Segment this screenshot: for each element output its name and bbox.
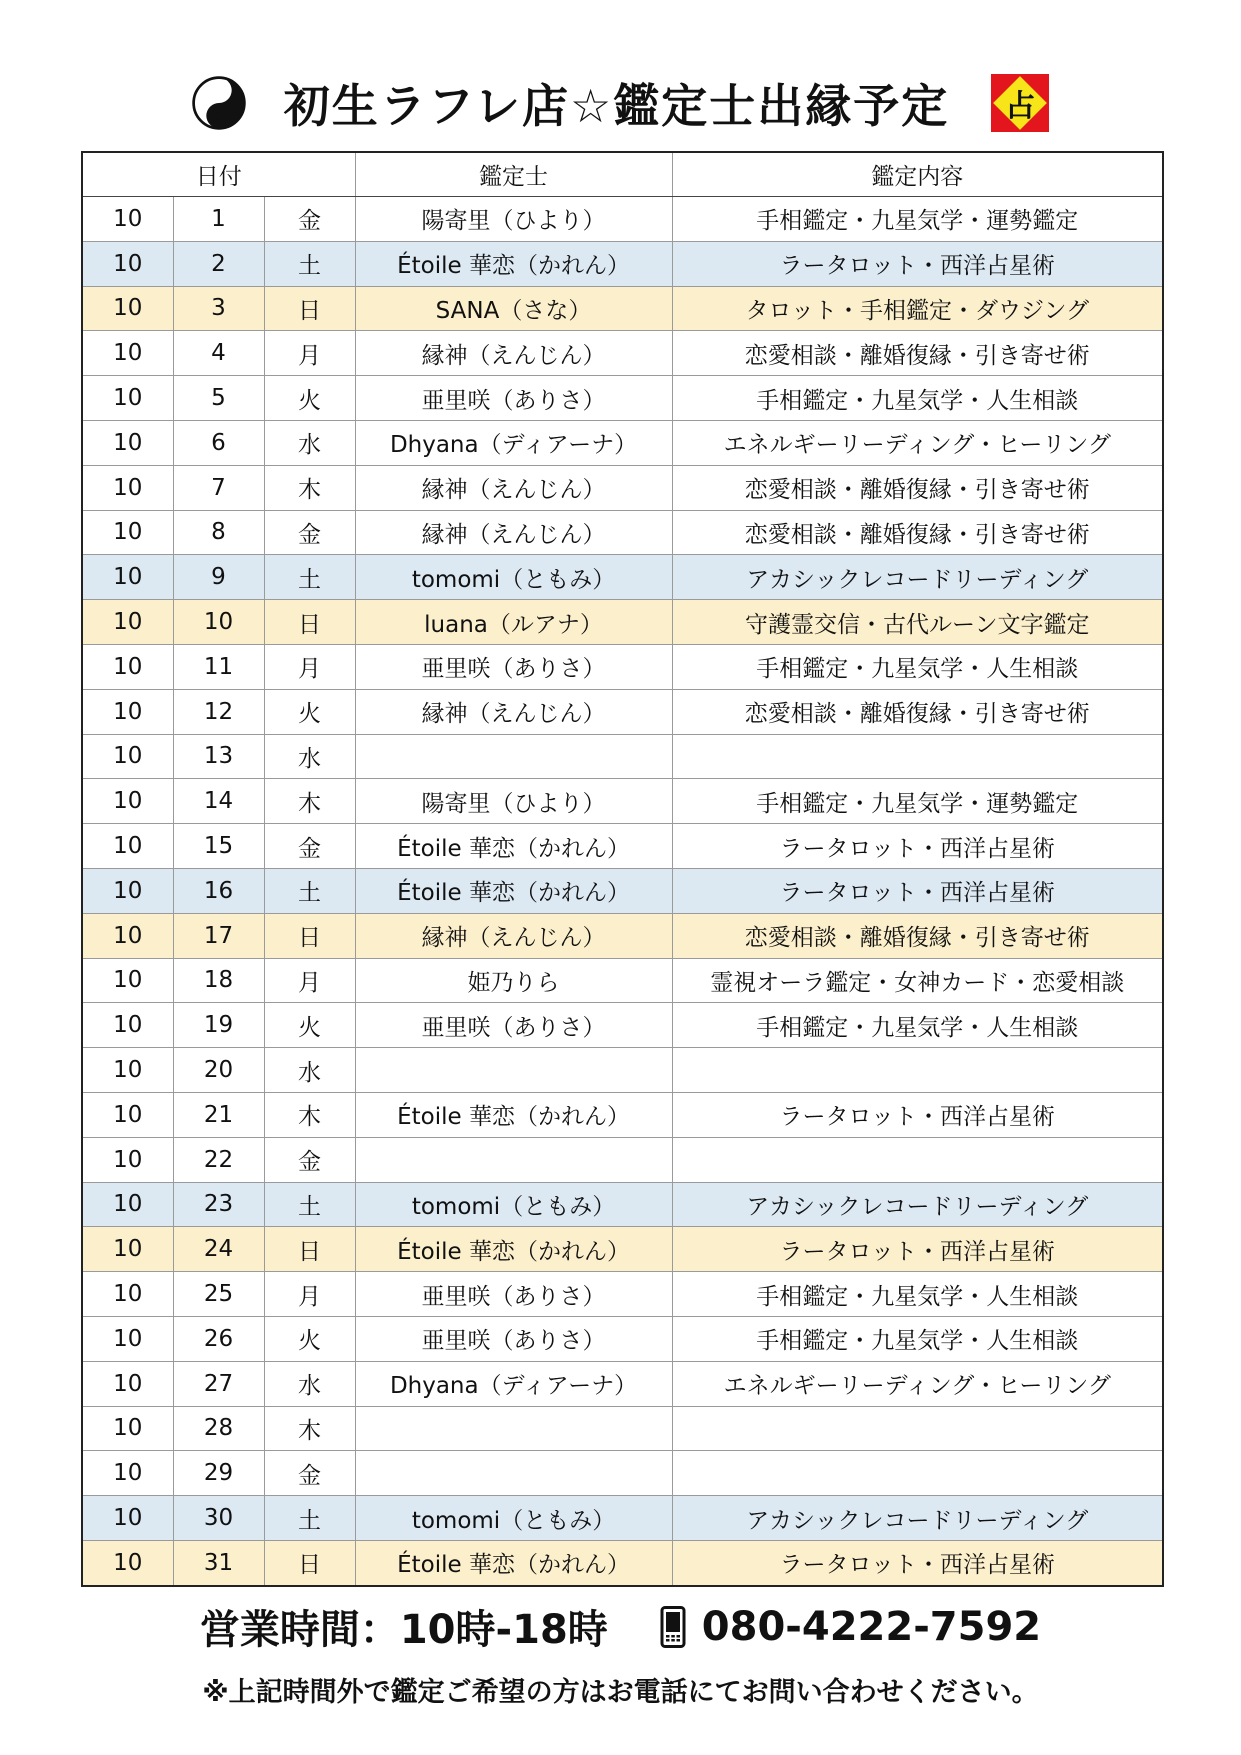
cell-reader: Étoile 華恋（かれん） bbox=[355, 1227, 672, 1272]
cell-content: ラータロット・西洋占星術 bbox=[672, 1227, 1163, 1272]
cell-reader: Dhyana（ディアーナ） bbox=[355, 1361, 672, 1406]
cell-content: ラータロット・西洋占星術 bbox=[672, 824, 1163, 869]
cell-weekday: 日 bbox=[264, 913, 355, 958]
yin-yang-icon bbox=[192, 76, 246, 130]
cell-day: 27 bbox=[173, 1361, 264, 1406]
fortune-badge-icon bbox=[991, 74, 1049, 132]
cell-weekday: 水 bbox=[264, 1361, 355, 1406]
cell-month: 10 bbox=[82, 555, 173, 600]
cell-day: 13 bbox=[173, 734, 264, 779]
table-row bbox=[82, 1272, 1163, 1317]
phone-number: 080-4222-7592 bbox=[701, 1603, 1042, 1650]
cell-weekday: 水 bbox=[264, 1048, 355, 1093]
cell-month: 10 bbox=[82, 913, 173, 958]
cell-reader bbox=[355, 1137, 672, 1182]
cell-weekday: 月 bbox=[264, 644, 355, 689]
cell-reader: 亜里咲（ありさ） bbox=[355, 1003, 672, 1048]
cell-weekday: 火 bbox=[264, 689, 355, 734]
cell-day: 31 bbox=[173, 1540, 264, 1585]
cell-content: 手相鑑定・九星気学・人生相談 bbox=[672, 1272, 1163, 1317]
cell-reader: Étoile 華恋（かれん） bbox=[355, 868, 672, 913]
cell-day: 22 bbox=[173, 1137, 264, 1182]
table-row bbox=[82, 1092, 1163, 1137]
cell-weekday: 月 bbox=[264, 331, 355, 376]
cell-day: 28 bbox=[173, 1406, 264, 1451]
cell-month: 10 bbox=[82, 1316, 173, 1361]
cell-day: 19 bbox=[173, 1003, 264, 1048]
table-row bbox=[82, 734, 1163, 779]
cell-content: 守護霊交信・古代ルーン文字鑑定 bbox=[672, 600, 1163, 645]
cell-weekday: 土 bbox=[264, 1182, 355, 1227]
cell-weekday: 日 bbox=[264, 600, 355, 645]
cell-content: エネルギーリーディング・ヒーリング bbox=[672, 420, 1163, 465]
cell-weekday: 金 bbox=[264, 1451, 355, 1496]
cell-reader: 縁神（えんじん） bbox=[355, 465, 672, 510]
cell-weekday: 火 bbox=[264, 1003, 355, 1048]
cell-day: 30 bbox=[173, 1496, 264, 1541]
cell-content: 手相鑑定・九星気学・人生相談 bbox=[672, 376, 1163, 421]
cell-day: 26 bbox=[173, 1316, 264, 1361]
cell-content bbox=[672, 734, 1163, 779]
cell-month: 10 bbox=[82, 1003, 173, 1048]
cell-day: 18 bbox=[173, 958, 264, 1003]
table-row bbox=[82, 1361, 1163, 1406]
table-row bbox=[82, 824, 1163, 869]
cell-day: 4 bbox=[173, 331, 264, 376]
cell-weekday: 金 bbox=[264, 824, 355, 869]
cell-month: 10 bbox=[82, 376, 173, 421]
cell-content: ラータロット・西洋占星術 bbox=[672, 868, 1163, 913]
cell-day: 1 bbox=[173, 197, 264, 242]
cell-month: 10 bbox=[82, 465, 173, 510]
cell-content: 手相鑑定・九星気学・人生相談 bbox=[672, 1316, 1163, 1361]
cell-day: 3 bbox=[173, 286, 264, 331]
cell-month: 10 bbox=[82, 1182, 173, 1227]
cell-reader: Étoile 華恋（かれん） bbox=[355, 1540, 672, 1585]
cell-content: ラータロット・西洋占星術 bbox=[672, 1540, 1163, 1585]
table-row bbox=[82, 600, 1163, 645]
cell-month: 10 bbox=[82, 1137, 173, 1182]
cell-weekday: 土 bbox=[264, 1496, 355, 1541]
cell-reader bbox=[355, 1048, 672, 1093]
cell-month: 10 bbox=[82, 734, 173, 779]
cell-reader: Dhyana（ディアーナ） bbox=[355, 420, 672, 465]
cell-reader: 縁神（えんじん） bbox=[355, 689, 672, 734]
table-row bbox=[82, 376, 1163, 421]
cell-content: 手相鑑定・九星気学・人生相談 bbox=[672, 1003, 1163, 1048]
cell-day: 2 bbox=[173, 241, 264, 286]
schedule-body bbox=[82, 197, 1163, 1586]
cell-month: 10 bbox=[82, 197, 173, 242]
cell-content: 恋愛相談・離婚復縁・引き寄せ術 bbox=[672, 510, 1163, 555]
table-row bbox=[82, 286, 1163, 331]
cell-month: 10 bbox=[82, 1406, 173, 1451]
table-row bbox=[82, 913, 1163, 958]
cell-reader: Étoile 華恋（かれん） bbox=[355, 824, 672, 869]
cell-month: 10 bbox=[82, 1496, 173, 1541]
cell-content: タロット・手相鑑定・ダウジング bbox=[672, 286, 1163, 331]
table-row bbox=[82, 1496, 1163, 1541]
cell-month: 10 bbox=[82, 868, 173, 913]
cell-day: 14 bbox=[173, 779, 264, 824]
table-row bbox=[82, 1182, 1163, 1227]
cell-weekday: 火 bbox=[264, 1316, 355, 1361]
cell-day: 24 bbox=[173, 1227, 264, 1272]
cell-day: 5 bbox=[173, 376, 264, 421]
cell-weekday: 金 bbox=[264, 510, 355, 555]
table-row bbox=[82, 1316, 1163, 1361]
cell-weekday: 木 bbox=[264, 1092, 355, 1137]
cell-month: 10 bbox=[82, 1227, 173, 1272]
header-date: 日付 bbox=[82, 152, 355, 197]
cell-day: 29 bbox=[173, 1451, 264, 1496]
cell-day: 12 bbox=[173, 689, 264, 734]
cell-month: 10 bbox=[82, 1272, 173, 1317]
cell-content: 手相鑑定・九星気学・人生相談 bbox=[672, 644, 1163, 689]
cell-weekday: 木 bbox=[264, 465, 355, 510]
cell-weekday: 金 bbox=[264, 1137, 355, 1182]
cell-month: 10 bbox=[82, 1048, 173, 1093]
cell-weekday: 日 bbox=[264, 286, 355, 331]
cell-content: 手相鑑定・九星気学・運勢鑑定 bbox=[672, 779, 1163, 824]
cell-reader: 亜里咲（ありさ） bbox=[355, 376, 672, 421]
cell-reader bbox=[355, 1451, 672, 1496]
cell-day: 20 bbox=[173, 1048, 264, 1093]
table-row bbox=[82, 197, 1163, 242]
cell-reader: Étoile 華恋（かれん） bbox=[355, 241, 672, 286]
cell-reader: luana（ルアナ） bbox=[355, 600, 672, 645]
cell-day: 25 bbox=[173, 1272, 264, 1317]
title-row bbox=[0, 58, 1241, 148]
cell-reader: Étoile 華恋（かれん） bbox=[355, 1092, 672, 1137]
cell-content: エネルギーリーディング・ヒーリング bbox=[672, 1361, 1163, 1406]
cell-content: 恋愛相談・離婚復縁・引き寄せ術 bbox=[672, 913, 1163, 958]
cell-reader: 姫乃りら bbox=[355, 958, 672, 1003]
cell-reader bbox=[355, 734, 672, 779]
cell-reader: 縁神（えんじん） bbox=[355, 510, 672, 555]
business-info bbox=[0, 1598, 1241, 1655]
table-row bbox=[82, 1048, 1163, 1093]
cell-reader: tomomi（ともみ） bbox=[355, 555, 672, 600]
cell-content: 恋愛相談・離婚復縁・引き寄せ術 bbox=[672, 689, 1163, 734]
cell-weekday: 土 bbox=[264, 241, 355, 286]
cell-month: 10 bbox=[82, 510, 173, 555]
cell-reader: tomomi（ともみ） bbox=[355, 1182, 672, 1227]
cell-day: 7 bbox=[173, 465, 264, 510]
page-title: 初生ラフレ店☆鑑定士出縁予定 bbox=[283, 79, 950, 133]
cell-reader: 陽寄里（ひより） bbox=[355, 197, 672, 242]
cell-content: アカシックレコードリーディング bbox=[672, 555, 1163, 600]
table-row bbox=[82, 555, 1163, 600]
cell-reader: 縁神（えんじん） bbox=[355, 913, 672, 958]
cell-day: 17 bbox=[173, 913, 264, 958]
cell-weekday: 日 bbox=[264, 1227, 355, 1272]
cell-month: 10 bbox=[82, 1092, 173, 1137]
cell-reader: 亜里咲（ありさ） bbox=[355, 1316, 672, 1361]
table-row bbox=[82, 241, 1163, 286]
cell-content: ラータロット・西洋占星術 bbox=[672, 1092, 1163, 1137]
cell-weekday: 水 bbox=[264, 420, 355, 465]
cell-month: 10 bbox=[82, 331, 173, 376]
cell-content: 霊視オーラ鑑定・女神カード・恋愛相談 bbox=[672, 958, 1163, 1003]
cell-day: 10 bbox=[173, 600, 264, 645]
cell-month: 10 bbox=[82, 1361, 173, 1406]
mobile-phone-icon bbox=[660, 1606, 686, 1648]
table-row bbox=[82, 1406, 1163, 1451]
cell-month: 10 bbox=[82, 286, 173, 331]
cell-month: 10 bbox=[82, 1451, 173, 1496]
cell-weekday: 月 bbox=[264, 958, 355, 1003]
cell-content bbox=[672, 1451, 1163, 1496]
schedule-table bbox=[81, 151, 1164, 1587]
cell-day: 9 bbox=[173, 555, 264, 600]
fortune-badge-char: 占 bbox=[1005, 89, 1036, 124]
cell-month: 10 bbox=[82, 600, 173, 645]
cell-content: アカシックレコードリーディング bbox=[672, 1182, 1163, 1227]
cell-day: 6 bbox=[173, 420, 264, 465]
cell-day: 15 bbox=[173, 824, 264, 869]
table-row bbox=[82, 689, 1163, 734]
cell-content bbox=[672, 1137, 1163, 1182]
cell-reader: 亜里咲（ありさ） bbox=[355, 644, 672, 689]
cell-day: 23 bbox=[173, 1182, 264, 1227]
table-row bbox=[82, 1003, 1163, 1048]
cell-content: 恋愛相談・離婚復縁・引き寄せ術 bbox=[672, 465, 1163, 510]
table-row bbox=[82, 958, 1163, 1003]
table-row bbox=[82, 1451, 1163, 1496]
cell-month: 10 bbox=[82, 779, 173, 824]
cell-weekday: 木 bbox=[264, 779, 355, 824]
cell-weekday: 水 bbox=[264, 734, 355, 779]
table-row bbox=[82, 1137, 1163, 1182]
table-header-row bbox=[82, 152, 1163, 197]
cell-weekday: 火 bbox=[264, 376, 355, 421]
cell-reader: SANA（さな） bbox=[355, 286, 672, 331]
footer-note: ※上記時間外で鑑定ご希望の方はお電話にてお問い合わせください。 bbox=[202, 1677, 1039, 1708]
table-row bbox=[82, 510, 1163, 555]
cell-month: 10 bbox=[82, 1540, 173, 1585]
table-row bbox=[82, 868, 1163, 913]
cell-day: 21 bbox=[173, 1092, 264, 1137]
cell-month: 10 bbox=[82, 958, 173, 1003]
cell-day: 8 bbox=[173, 510, 264, 555]
table-row bbox=[82, 331, 1163, 376]
table-row bbox=[82, 1227, 1163, 1272]
cell-reader: 亜里咲（ありさ） bbox=[355, 1272, 672, 1317]
cell-weekday: 木 bbox=[264, 1406, 355, 1451]
cell-weekday: 月 bbox=[264, 1272, 355, 1317]
cell-content: 手相鑑定・九星気学・運勢鑑定 bbox=[672, 197, 1163, 242]
cell-weekday: 土 bbox=[264, 555, 355, 600]
cell-month: 10 bbox=[82, 420, 173, 465]
cell-reader: 陽寄里（ひより） bbox=[355, 779, 672, 824]
header-content: 鑑定内容 bbox=[672, 152, 1163, 197]
cell-month: 10 bbox=[82, 689, 173, 734]
cell-month: 10 bbox=[82, 241, 173, 286]
cell-content: ラータロット・西洋占星術 bbox=[672, 241, 1163, 286]
cell-reader: tomomi（ともみ） bbox=[355, 1496, 672, 1541]
cell-day: 11 bbox=[173, 644, 264, 689]
cell-day: 16 bbox=[173, 868, 264, 913]
business-hours: 営業時間：10時-18時 bbox=[199, 1607, 608, 1653]
cell-month: 10 bbox=[82, 824, 173, 869]
cell-weekday: 金 bbox=[264, 197, 355, 242]
cell-weekday: 日 bbox=[264, 1540, 355, 1585]
table-row bbox=[82, 1540, 1163, 1585]
cell-reader: 縁神（えんじん） bbox=[355, 331, 672, 376]
cell-content bbox=[672, 1406, 1163, 1451]
cell-month: 10 bbox=[82, 644, 173, 689]
cell-content: アカシックレコードリーディング bbox=[672, 1496, 1163, 1541]
table-row bbox=[82, 420, 1163, 465]
table-row bbox=[82, 779, 1163, 824]
cell-content: 恋愛相談・離婚復縁・引き寄せ術 bbox=[672, 331, 1163, 376]
cell-weekday: 土 bbox=[264, 868, 355, 913]
table-row bbox=[82, 644, 1163, 689]
header-reader: 鑑定士 bbox=[355, 152, 672, 197]
cell-content bbox=[672, 1048, 1163, 1093]
cell-reader bbox=[355, 1406, 672, 1451]
table-row bbox=[82, 465, 1163, 510]
